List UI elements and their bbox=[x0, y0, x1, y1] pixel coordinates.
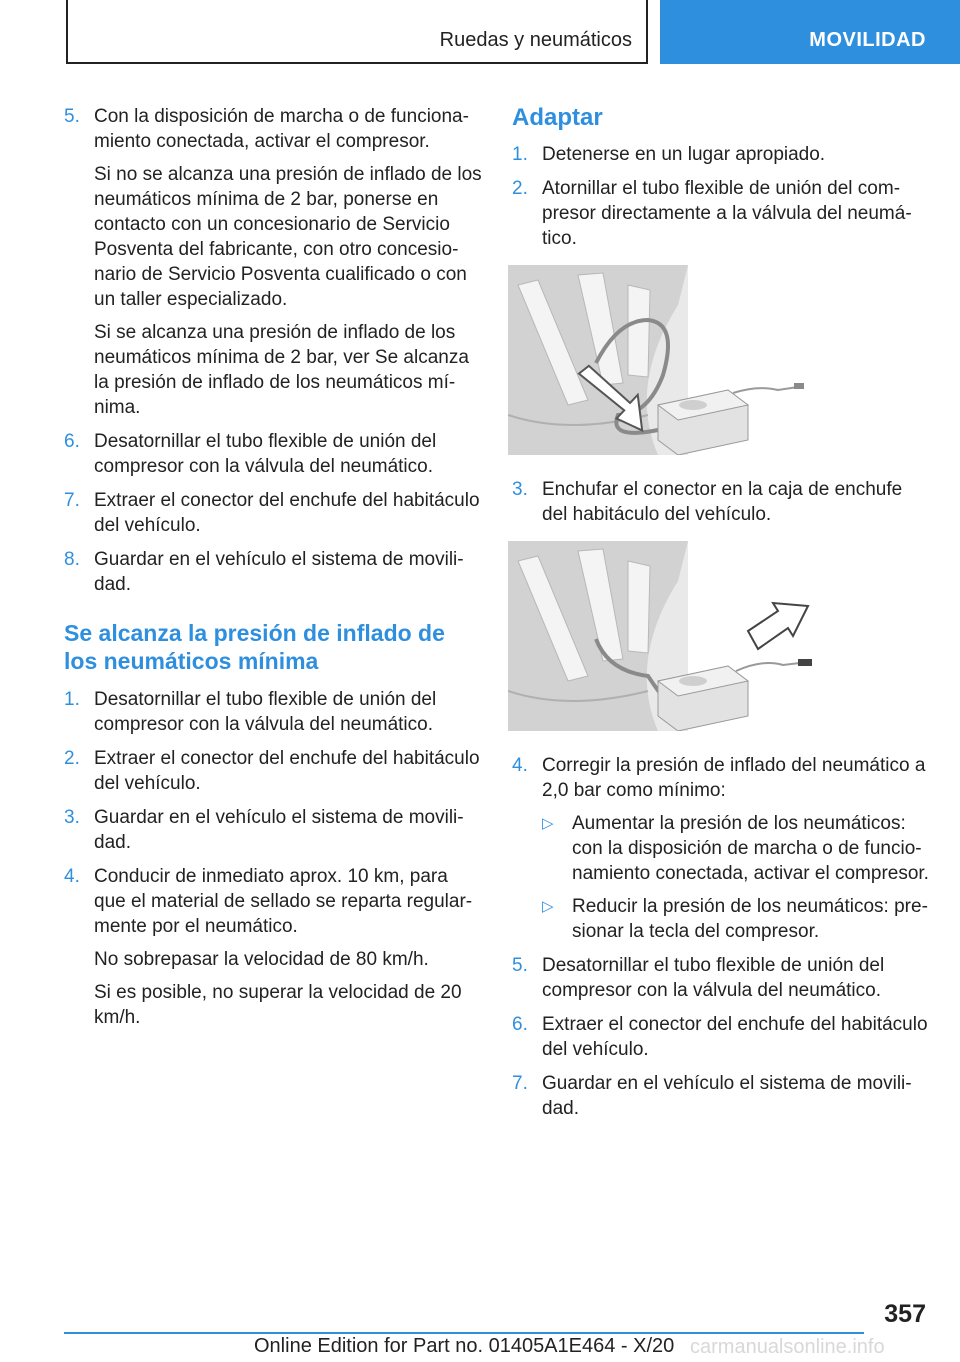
step-text: Guardar en el vehículo el sistema de movilidad. bbox=[94, 549, 464, 595]
step-number: 5. bbox=[64, 106, 80, 127]
step-text: Corregir la presión de inflado del neumático a 2,0 bar como mínimo: bbox=[542, 755, 926, 801]
step-2 bbox=[512, 176, 932, 251]
step-number: 8. bbox=[64, 549, 80, 570]
step-7 bbox=[512, 1071, 932, 1121]
step-2 bbox=[64, 746, 482, 796]
left-column bbox=[64, 104, 482, 1039]
step-number: 4. bbox=[512, 755, 528, 776]
triangle-bullet-icon: ▷ bbox=[542, 815, 554, 832]
step-note: Si se alcanza una presión de inflado de los neumáticos mínima de 2 bar, ver Se alcanza la presión de inflado de los neumáticos mínima. bbox=[94, 322, 469, 418]
step-8 bbox=[64, 547, 482, 597]
step-4 bbox=[64, 864, 482, 1030]
step-6 bbox=[64, 429, 482, 479]
step-text: Guardar en el vehículo el sistema de movilidad. bbox=[542, 1073, 912, 1119]
step-text: Desatornillar el tubo flexible de unión del compresor con la válvula del neumático. bbox=[94, 431, 437, 477]
section-heading: Se alcanza la presión de inflado de los neumáticos mínima bbox=[64, 620, 445, 674]
step-3 bbox=[64, 805, 482, 855]
step-number: 5. bbox=[512, 955, 528, 976]
step-5 bbox=[512, 953, 932, 1003]
step-number: 6. bbox=[64, 431, 80, 452]
step-number: 1. bbox=[512, 144, 528, 165]
step-text: Enchufar el conector en la caja de enchufe del habitáculo del vehículo. bbox=[542, 479, 903, 525]
step-number: 4. bbox=[64, 866, 80, 887]
step-5 bbox=[64, 104, 482, 420]
illustration-wheel-compressor-valve bbox=[508, 265, 828, 455]
step-7 bbox=[64, 488, 482, 538]
step-text: Extraer el conector del enchufe del habitáculo del vehículo. bbox=[94, 490, 480, 536]
step-text: Guardar en el vehículo el sistema de movilidad. bbox=[94, 807, 464, 853]
page-number: 357 bbox=[884, 1300, 926, 1328]
edition-footer: Online Edition for Part no. 01405A1E464 - X/20 bbox=[254, 1335, 675, 1357]
step-number: 3. bbox=[512, 479, 528, 500]
step-3 bbox=[512, 477, 932, 527]
chapter-title: MOVILIDAD bbox=[809, 29, 926, 51]
figure-hose-to-valve bbox=[508, 265, 828, 455]
sub-step-decrease bbox=[542, 894, 932, 944]
header-section-tab bbox=[66, 0, 648, 64]
header-chapter-tab bbox=[660, 0, 960, 64]
step-number: 6. bbox=[512, 1014, 528, 1035]
sub-step-text: Aumentar la presión de los neumáticos: con la disposición de marcha o de funcionamiento conectada, activar el compresor. bbox=[572, 813, 929, 884]
step-text: Desatornillar el tubo flexible de unión del compresor con la válvula del neumático. bbox=[542, 955, 885, 1001]
sub-step-text: Reducir la presión de los neumáticos: presionar la tecla del compresor. bbox=[572, 896, 928, 942]
step-text: Conducir de inmediato aprox. 10 km, para que el material de sellado se reparta regularmente por el neumático. bbox=[94, 866, 473, 937]
right-column bbox=[512, 104, 932, 1130]
step-number: 7. bbox=[64, 490, 80, 511]
step-number: 7. bbox=[512, 1073, 528, 1094]
step-1 bbox=[64, 687, 482, 737]
step-text: Con la disposición de marcha o de funcionamiento conectada, activar el compresor. bbox=[94, 106, 469, 152]
step-1 bbox=[512, 142, 932, 167]
illustration-compressor-plug bbox=[508, 541, 828, 731]
step-note: Si no se alcanza una presión de inflado de los neumáticos mínima de 2 bar, ponerse en contacto con un concesionario de Servicio Posventa del fabricante, con otro concesionario de Servicio Posventa cualificado o con un taller especializado. bbox=[94, 164, 482, 310]
step-text: Extraer el conector del enchufe del habitáculo del vehículo. bbox=[94, 748, 480, 794]
step-number: 2. bbox=[64, 748, 80, 769]
step-note: No sobrepasar la velocidad de 80 km/h. bbox=[94, 949, 429, 970]
step-text: Atornillar el tubo flexible de unión del compresor directamente a la válvula del neumático. bbox=[542, 178, 912, 249]
step-text: Detenerse en un lugar apropiado. bbox=[542, 144, 826, 165]
step-4 bbox=[512, 753, 932, 944]
step-number: 2. bbox=[512, 178, 528, 199]
section-heading: Adaptar bbox=[512, 104, 603, 131]
step-text: Extraer el conector del enchufe del habitáculo del vehículo. bbox=[542, 1014, 928, 1060]
watermark: carmanualsonline.info bbox=[690, 1336, 885, 1358]
step-6 bbox=[512, 1012, 932, 1062]
step-number: 3. bbox=[64, 807, 80, 828]
figure-plug-in-socket bbox=[508, 541, 828, 731]
step-text: Desatornillar el tubo flexible de unión del compresor con la válvula del neumático. bbox=[94, 689, 437, 735]
step-note: Si es posible, no superar la velocidad de 20 km/h. bbox=[94, 982, 462, 1028]
footer-divider bbox=[64, 1332, 864, 1334]
step-number: 1. bbox=[64, 689, 80, 710]
sub-step-increase bbox=[542, 811, 932, 886]
section-title: Ruedas y neumáticos bbox=[439, 29, 632, 51]
triangle-bullet-icon: ▷ bbox=[542, 898, 554, 915]
